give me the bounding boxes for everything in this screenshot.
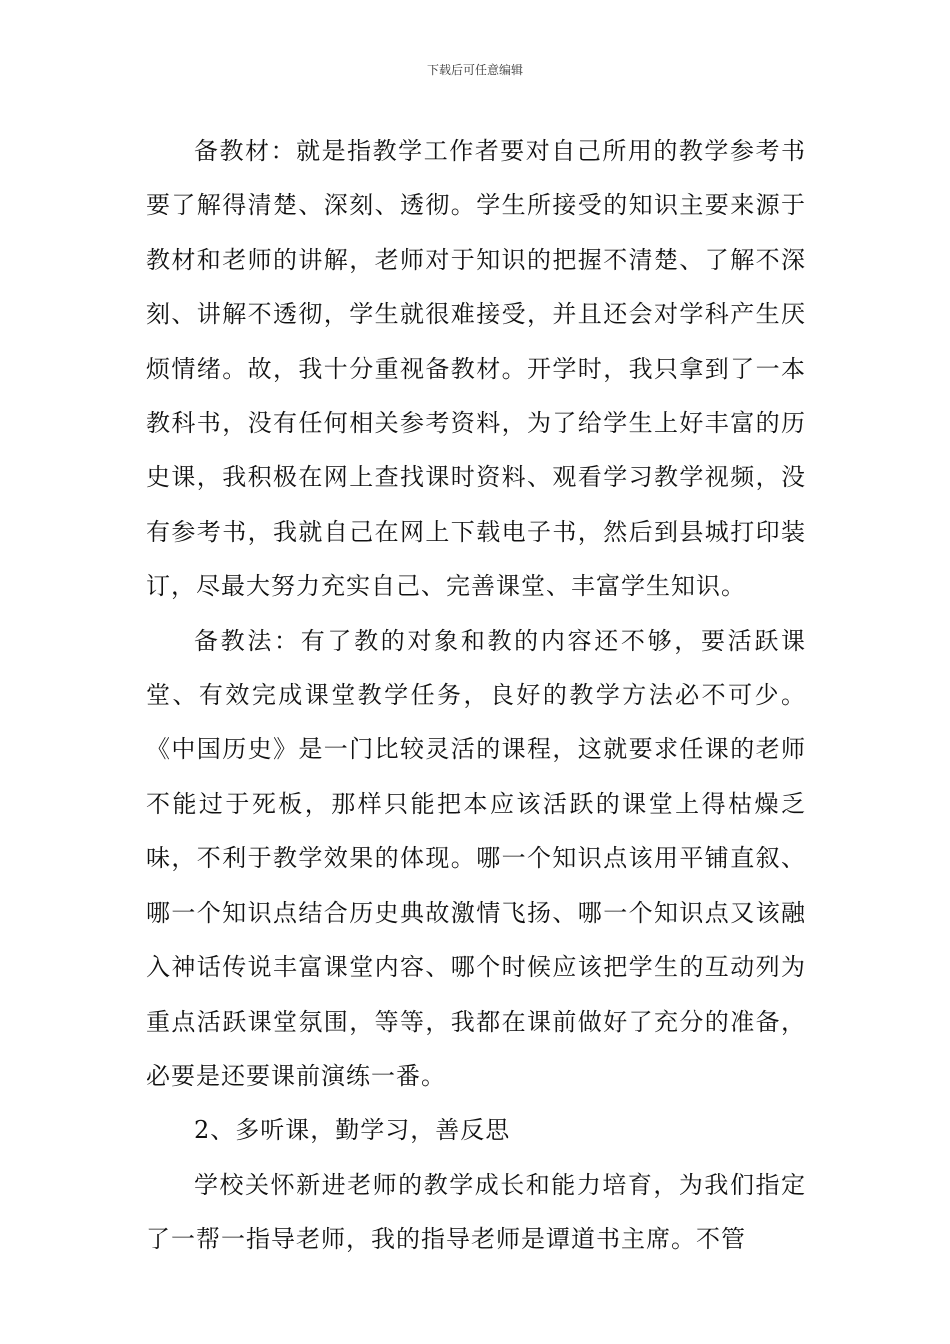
paragraph-prepare-methods: 备教法：有了教的对象和教的内容还不够，要活跃课堂、有效完成课堂教学任务，良好的教学方法必不可少。《中国历史》是一门比较灵活的课程，这就要求任课的老师不能过于死板，那样只能把本应该活跃的课堂上得枯燥乏味，不利于教学效果的体现。哪一个知识点该用平铺直叙、哪一个知识点结合历史典故激情飞扬、哪一个知识点又该融入神话传说丰富课堂内容、哪个时候应该把学生的互动列为重点活跃课堂氛围，等等，我都在课前做好了充分的准备，必要是还要课前演练一番。 (146, 626, 806, 1090)
paragraph-prepare-materials: 备教材：就是指教学工作者要对自己所用的教学参考书要了解得清楚、深刻、透彻。学生所接受的知识主要来源于教材和老师的讲解，老师对于知识的把握不清楚、了解不深刻、讲解不透彻，学生就很难接受，并且还会对学科产生厌烦情绪。故，我十分重视备教材。开学时，我只拿到了一本教科书，没有任何相关参考资料，为了给学生上好丰富的历史课，我积极在网上查找课时资料、观看学习教学视频，没有参考书，我就自己在网上下载电子书，然后到县城打印装订，尽最大努力充实自己、完善课堂、丰富学生知识。 (146, 137, 806, 601)
page-header-note: 下载后可任意编辑 (426, 63, 523, 77)
document-body (146, 124, 806, 1267)
paragraph-mentor: 学校关怀新进老师的教学成长和能力培育，为我们指定了一帮一指导老师，我的指导老师是谭道书主席。不管 (146, 1170, 806, 1254)
section-heading-listen-learn-reflect: 2、多听课，勤学习，善反思 (194, 1116, 511, 1145)
